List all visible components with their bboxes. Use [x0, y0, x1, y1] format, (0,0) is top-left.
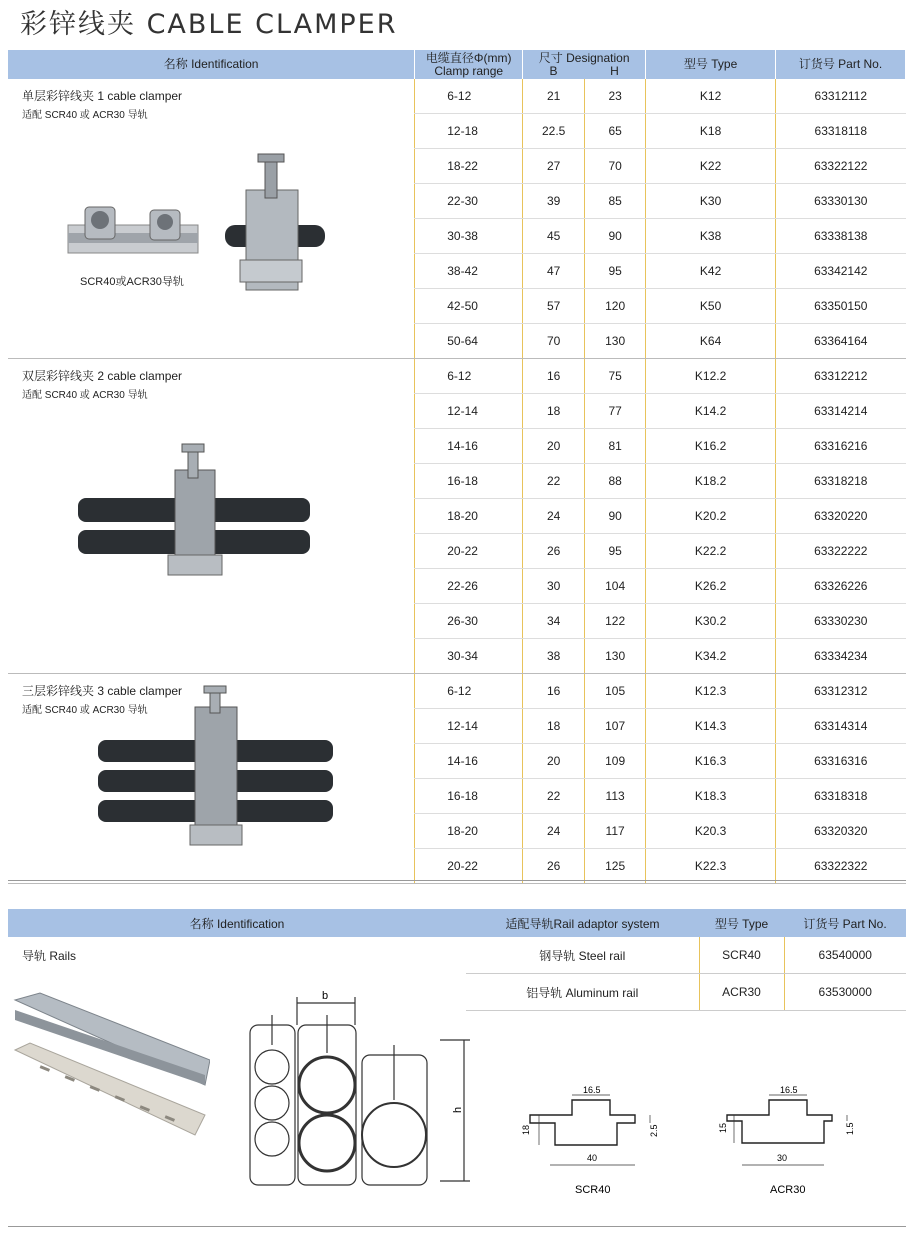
- part-no-cell: 63342142: [776, 254, 906, 289]
- part-no-cell: 63364164: [776, 324, 906, 359]
- h-cell: 23: [585, 79, 646, 114]
- type-cell: K14.3: [646, 709, 776, 744]
- acr30-top-dim: 16.5: [780, 1085, 798, 1095]
- b-cell: 38: [523, 639, 585, 674]
- b-cell: 20: [523, 429, 585, 464]
- rails-header-adaptor: 适配导轨Rail adaptor system: [466, 909, 699, 937]
- b-cell: 22: [523, 464, 585, 499]
- b-cell: 22: [523, 779, 585, 814]
- type-cell: K18.3: [646, 779, 776, 814]
- part-no-cell: 63316316: [776, 744, 906, 779]
- h-cell: 95: [585, 254, 646, 289]
- clamp-range-cell: 6-12: [415, 79, 523, 114]
- type-cell: K34.2: [646, 639, 776, 674]
- h-cell: 88: [585, 464, 646, 499]
- group-name: 单层彩锌线夹 1 cable clamper: [22, 89, 183, 103]
- part-no-cell: 63314314: [776, 709, 906, 744]
- part-no-cell: 63322322: [776, 849, 906, 884]
- scr40-top-dim: 16.5: [583, 1085, 601, 1095]
- b-cell: 34: [523, 604, 585, 639]
- rail-name: 钢导轨 Steel rail: [466, 937, 699, 974]
- b-cell: 16: [523, 359, 585, 394]
- h-cell: 107: [585, 709, 646, 744]
- h-cell: 75: [585, 359, 646, 394]
- part-no-cell: 63330130: [776, 184, 906, 219]
- part-no-cell: 63312112: [776, 79, 906, 114]
- clamp-range-cell: 12-14: [415, 394, 523, 429]
- scr40-left-dim: 18: [521, 1124, 531, 1135]
- dim-b-label: b: [322, 990, 329, 1002]
- clamp-range-cell: 12-14: [415, 709, 523, 744]
- type-cell: K64: [646, 324, 776, 359]
- triple-clamper-illustration: [90, 685, 350, 855]
- type-cell: K16.3: [646, 744, 776, 779]
- rail-type: ACR30: [699, 974, 784, 1011]
- h-cell: 130: [585, 639, 646, 674]
- h-cell: 113: [585, 779, 646, 814]
- b-cell: 20: [523, 744, 585, 779]
- h-cell: 104: [585, 569, 646, 604]
- clamp-range-cell: 20-22: [415, 849, 523, 884]
- clamp-range-cell: 14-16: [415, 744, 523, 779]
- type-cell: K12.2: [646, 359, 776, 394]
- type-cell: K18: [646, 114, 776, 149]
- part-no-cell: 63316216: [776, 429, 906, 464]
- rails-header-ident: 名称 Identification: [8, 909, 466, 937]
- header-desig-label: 尺寸 Designation: [538, 50, 630, 65]
- b-cell: 16: [523, 674, 585, 709]
- acr30-bottom-dim: 30: [777, 1153, 788, 1163]
- group-subtitle: 适配 SCR40 或 ACR30 导轨: [22, 705, 148, 716]
- b-cell: 45: [523, 219, 585, 254]
- header-designation: [523, 50, 646, 79]
- h-cell: 120: [585, 289, 646, 324]
- page-title: 彩锌线夹 CABLE CLAMPER: [20, 9, 398, 40]
- clamp-range-cell: 6-12: [415, 674, 523, 709]
- part-no-cell: 63318118: [776, 114, 906, 149]
- table-header: [8, 50, 906, 79]
- b-cell: 30: [523, 569, 585, 604]
- type-cell: K30: [646, 184, 776, 219]
- header-range: [415, 50, 523, 79]
- clamp-range-cell: 30-38: [415, 219, 523, 254]
- header-range-cn: 电缆直径Φ(mm): [425, 50, 512, 65]
- clamp-range-cell: 20-22: [415, 534, 523, 569]
- part-no-cell: 63320320: [776, 814, 906, 849]
- scr40-name: SCR40: [575, 1184, 611, 1196]
- type-cell: K50: [646, 289, 776, 324]
- type-cell: K38: [646, 219, 776, 254]
- section-divider: [8, 880, 906, 881]
- part-no-cell: 63314214: [776, 394, 906, 429]
- scr40-profile: [515, 1085, 665, 1200]
- b-cell: 47: [523, 254, 585, 289]
- header-part: 订货号 Part No.: [776, 50, 906, 79]
- h-cell: 90: [585, 219, 646, 254]
- clamp-assembly-drawing: [240, 985, 480, 1190]
- header-range-en: Clamp range: [434, 63, 504, 78]
- part-no-cell: 63312312: [776, 674, 906, 709]
- b-cell: 18: [523, 394, 585, 429]
- group-subtitle: 适配 SCR40 或 ACR30 导轨: [22, 110, 148, 121]
- type-cell: K20.2: [646, 499, 776, 534]
- rails-photo: [10, 985, 210, 1140]
- rail-name: 铝导轨 Aluminum rail: [466, 974, 699, 1011]
- type-cell: K30.2: [646, 604, 776, 639]
- rails-header-type: 型号 Type: [699, 909, 784, 937]
- type-cell: K12.3: [646, 674, 776, 709]
- acr30-right-dim: 1.5: [845, 1122, 855, 1135]
- type-cell: K14.2: [646, 394, 776, 429]
- h-cell: 81: [585, 429, 646, 464]
- h-cell: 85: [585, 184, 646, 219]
- type-cell: K22: [646, 149, 776, 184]
- rail-type: SCR40: [699, 937, 784, 974]
- header-ident: 名称 Identification: [8, 50, 415, 79]
- type-cell: K22.2: [646, 534, 776, 569]
- rails-label: 导轨 Rails: [22, 949, 77, 963]
- h-cell: 117: [585, 814, 646, 849]
- clamp-range-cell: 16-18: [415, 464, 523, 499]
- type-cell: K22.3: [646, 849, 776, 884]
- clamp-range-cell: 16-18: [415, 779, 523, 814]
- type-cell: K26.2: [646, 569, 776, 604]
- b-cell: 26: [523, 534, 585, 569]
- h-cell: 90: [585, 499, 646, 534]
- group-subtitle: 适配 SCR40 或 ACR30 导轨: [22, 390, 148, 401]
- b-cell: 26: [523, 849, 585, 884]
- part-no-cell: 63350150: [776, 289, 906, 324]
- b-cell: 18: [523, 709, 585, 744]
- header-b: B: [549, 63, 558, 78]
- h-cell: 130: [585, 324, 646, 359]
- rail-part: 63530000: [784, 974, 906, 1011]
- acr30-left-dim: 15: [718, 1122, 728, 1133]
- clamp-range-cell: 18-22: [415, 149, 523, 184]
- h-cell: 77: [585, 394, 646, 429]
- b-cell: 27: [523, 149, 585, 184]
- rail-caption: SCR40或ACR30导轨: [80, 276, 184, 288]
- h-cell: 109: [585, 744, 646, 779]
- clamp-range-cell: 18-20: [415, 499, 523, 534]
- h-cell: 105: [585, 674, 646, 709]
- clamp-range-cell: 22-30: [415, 184, 523, 219]
- part-no-cell: 63320220: [776, 499, 906, 534]
- acr30-name: ACR30: [770, 1184, 806, 1196]
- scr40-right-dim: 2.5: [649, 1124, 659, 1137]
- h-cell: 125: [585, 849, 646, 884]
- clamp-range-cell: 38-42: [415, 254, 523, 289]
- rails-header: [8, 909, 906, 937]
- part-no-cell: 63318218: [776, 464, 906, 499]
- clamp-range-cell: 14-16: [415, 429, 523, 464]
- part-no-cell: 63318318: [776, 779, 906, 814]
- type-cell: K18.2: [646, 464, 776, 499]
- part-no-cell: 63326226: [776, 569, 906, 604]
- clamp-range-cell: 6-12: [415, 359, 523, 394]
- b-cell: 24: [523, 499, 585, 534]
- dim-h-label: h: [452, 1106, 464, 1113]
- header-h: H: [610, 63, 619, 78]
- acr30-profile: [712, 1085, 862, 1200]
- b-cell: 57: [523, 289, 585, 324]
- type-cell: K12: [646, 79, 776, 114]
- clamp-range-cell: 30-34: [415, 639, 523, 674]
- rail-part: 63540000: [784, 937, 906, 974]
- table-row: [8, 79, 906, 114]
- h-cell: 122: [585, 604, 646, 639]
- double-clamper-illustration: [70, 440, 320, 590]
- h-cell: 95: [585, 534, 646, 569]
- b-cell: 21: [523, 79, 585, 114]
- table-row: [8, 359, 906, 394]
- table-row: [8, 937, 906, 974]
- part-no-cell: 63330230: [776, 604, 906, 639]
- bottom-divider: [8, 1226, 906, 1227]
- part-no-cell: 63334234: [776, 639, 906, 674]
- header-type: 型号 Type: [646, 50, 776, 79]
- clamp-range-cell: 50-64: [415, 324, 523, 359]
- clamp-range-cell: 42-50: [415, 289, 523, 324]
- b-cell: 39: [523, 184, 585, 219]
- rails-header-part: 订货号 Part No.: [784, 909, 906, 937]
- type-cell: K20.3: [646, 814, 776, 849]
- group-name: 双层彩锌线夹 2 cable clamper: [22, 369, 183, 383]
- part-no-cell: 63322122: [776, 149, 906, 184]
- b-cell: 24: [523, 814, 585, 849]
- clamp-range-cell: 18-20: [415, 814, 523, 849]
- clamp-range-cell: 12-18: [415, 114, 523, 149]
- type-cell: K16.2: [646, 429, 776, 464]
- part-no-cell: 63322222: [776, 534, 906, 569]
- b-cell: 70: [523, 324, 585, 359]
- part-no-cell: 63338138: [776, 219, 906, 254]
- type-cell: K42: [646, 254, 776, 289]
- b-cell: 22.5: [523, 114, 585, 149]
- clamp-range-cell: 22-26: [415, 569, 523, 604]
- scr40-bottom-dim: 40: [587, 1153, 598, 1163]
- group-name: 三层彩锌线夹 3 cable clamper: [22, 684, 183, 698]
- h-cell: 70: [585, 149, 646, 184]
- part-no-cell: 63312212: [776, 359, 906, 394]
- clamp-range-cell: 26-30: [415, 604, 523, 639]
- h-cell: 65: [585, 114, 646, 149]
